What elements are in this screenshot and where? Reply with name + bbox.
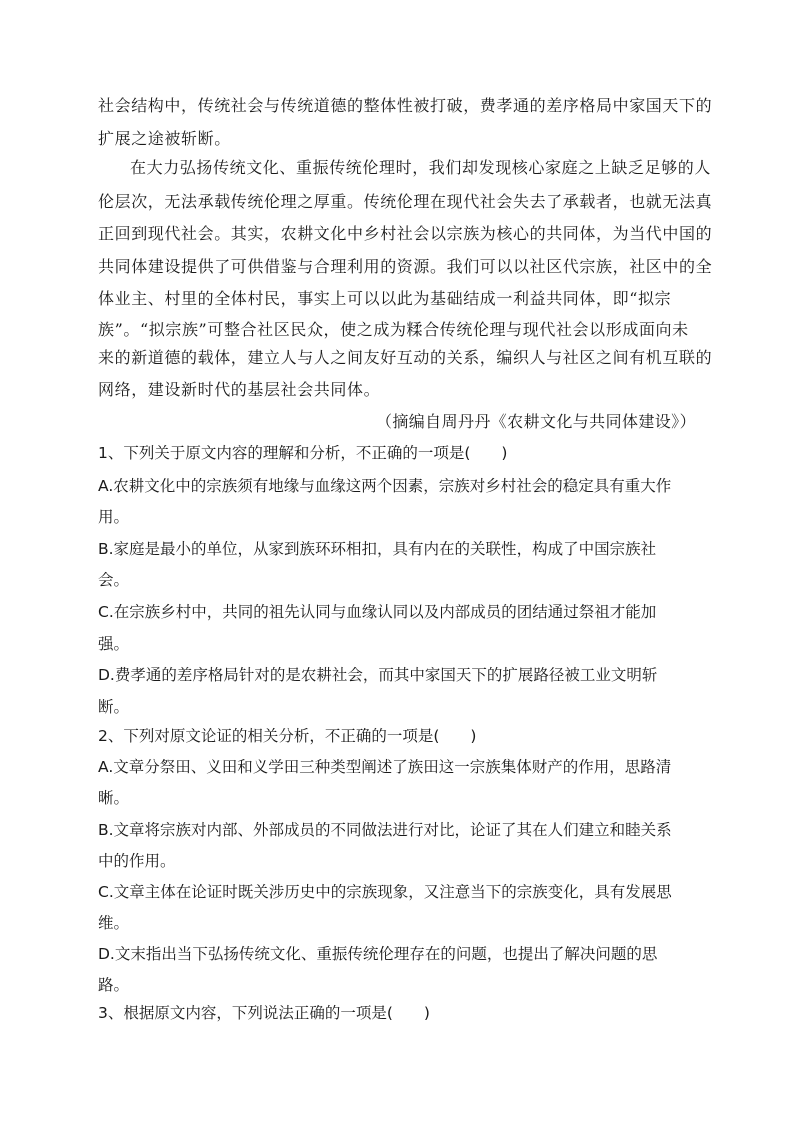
passage-line: 网络，建设新时代的基层社会共同体。	[98, 380, 381, 399]
source-citation: （摘编自周丹丹《农耕文化与共同体建设》）	[375, 412, 696, 431]
question-2-option-b: B.文章将宗族对内部、外部成员的不同做法进行对比，论证了其在人们建立和睦关系	[98, 821, 672, 839]
question-1-option-b: B.家庭是最小的单位，从家到族环环相扣，具有内在的关联性，构成了中国宗族社	[98, 540, 657, 558]
question-2-stem: 2、下列对原文论证的相关分析，不正确的一项是( )	[98, 727, 477, 745]
passage-line: 正回到现代社会。其实，农耕文化中乡村社会以宗族为核心的共同体，为当代中国的	[98, 224, 713, 243]
question-2-option-c: C.文章主体在论证时既关涉历史中的宗族现象，又注意当下的宗族变化，具有发展思	[98, 883, 672, 901]
passage-line: 扩展之途被斩断。	[98, 129, 231, 148]
question-2-option-d: D.文末指出当下弘扬传统文化、重振传统伦理存在的问题，也提出了解决问题的思	[98, 945, 658, 963]
question-2-option-a: A.文章分祭田、义田和义学田三种类型阐述了族田这一宗族集体财产的作用，思路清	[98, 758, 672, 776]
question-1-stem: 1、下列关于原文内容的理解和分析，不正确的一项是( )	[98, 444, 508, 462]
passage-line: 来的新道德的载体，建立人与人之间友好互动的关系，编织人与社区之间有机互联的	[98, 348, 713, 367]
question-1-option-a: A.农耕文化中的宗族须有地缘与血缘这两个因素，宗族对乡村社会的稳定具有重大作	[98, 477, 672, 495]
question-1-option-d: D.费孝通的差序格局针对的是农耕社会，而其中家国天下的扩展路径被工业文明斩	[98, 666, 658, 684]
passage-line: 共同体建设提供了可供借鉴与合理利用的资源。我们可以以社区代宗族，社区中的全	[98, 257, 713, 276]
passage-line: 体业主、村里的全体村民，事实上可以以此为基础结成一利益共同体，即“拟宗	[98, 289, 672, 308]
question-2-option-d-cont: 路。	[98, 976, 130, 994]
question-2-option-c-cont: 维。	[98, 914, 130, 932]
question-1-option-c: C.在宗族乡村中，共同的祖先认同与血缘认同以及内部成员的团结通过祭祖才能加	[98, 603, 657, 621]
passage-line: 伦层次，无法承载传统伦理之厚重。传统伦理在现代社会失去了承载者，也就无法真	[98, 192, 713, 211]
question-2-option-a-cont: 晰。	[98, 789, 130, 807]
question-1-option-c-cont: 强。	[98, 635, 130, 653]
passage-line: 社会结构中，传统社会与传统道德的整体性被打破，费孝通的差序格局中家国天下的	[98, 96, 713, 115]
passage-line: 在大力弘扬传统文化、重振传统伦理时，我们却发现核心家庭之上缺乏足够的人	[130, 158, 712, 177]
question-1-option-a-cont: 用。	[98, 508, 130, 526]
passage-line: 族”。“拟宗族”可整合社区民众，使之成为糅合传统伦理与现代社会以形成面向未	[98, 320, 689, 339]
question-1-option-d-cont: 断。	[98, 698, 130, 716]
question-3-stem: 3、根据原文内容，下列说法正确的一项是( )	[98, 1004, 430, 1022]
question-2-option-b-cont: 中的作用。	[98, 852, 176, 870]
question-1-option-b-cont: 会。	[98, 571, 130, 589]
